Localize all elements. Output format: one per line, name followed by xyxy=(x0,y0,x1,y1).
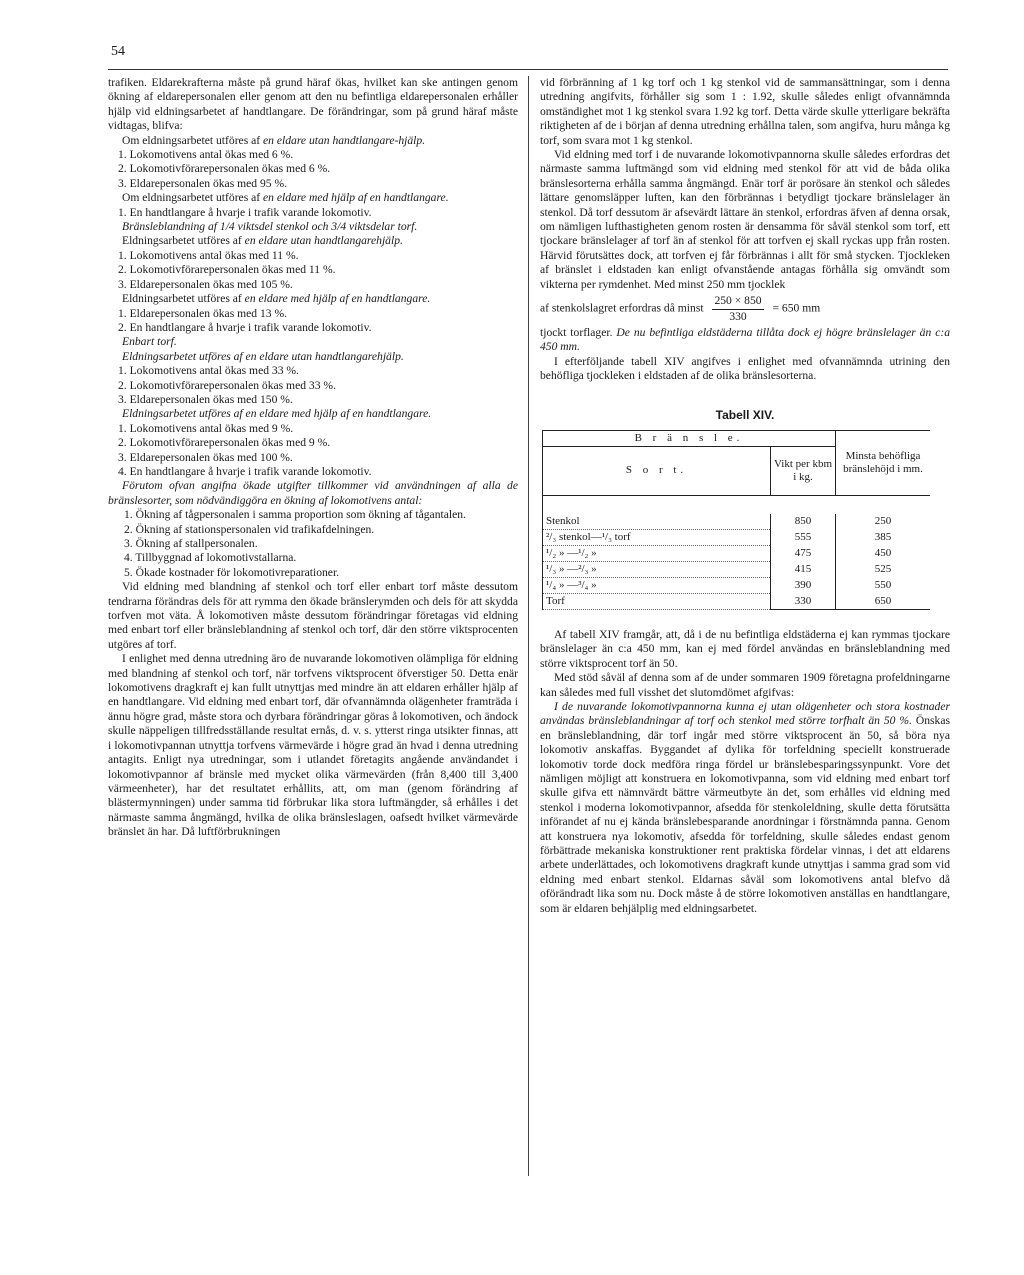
column-divider xyxy=(528,76,529,1176)
grate-paragraph: Vid eldning med torf i de nuvarande lokomotivpannorna skulle således erfordras det närmaste samma luftmängd som vid eldning med stenkol för att vid de båda olika bränslesorterna erhålla samma ångmängd. Enär torf är porösare än stenkol och således lättare genomsläpper luften, kan den förbrännas i betydligt tjockare bränslelager än stenkol. Då torf dessutom är afsevärdt lättare än stenkol, erfordras äfven af denna orsak, om nämligen lufthastigheten genom rosten är densamma för såväl stenkol som torf, ett tjockare bränslelager af torf än af stenkol för att torfven ej skall ryckas upp från rosten. Härvid förutsättes dock, att torfven ej får förbrännas i allt för små stycken. Tjockleken af bränslet i eldstaden kan enligt ofvanstående antagas förhålla sig omvändt som vikterna per rymdenhet. Med minst 250 mm tjocklek xyxy=(540,148,950,291)
intro-paragraph: trafiken. Eldarekrafterna måste på grund häraf ökas, hvilket kan ske antingen genom ökning af eldarepersonalen eller genom att den nu befintliga eldarepersonalen erhåller hjälp vid eldningsarbetet af handtlangare. De förändringar, som på grund häraf måste vidtagas, blifva: xyxy=(108,76,518,133)
final-paragraph: I de nuvarande lokomotivpannorna kunna ej utan olägenheter och stora kostnader användas bränsleblandningar af torf och stenkol med större torfhalt än 50 %. Önskas en bränsleblandning, där torf ingår med större viktsprocent än 50, så böra nya lokomotiv anskaffas. Byggandet af dylika för torfeldning speciellt konstruerade lokomotiv torde dock medföra ringa fördel ur bränslebesparingssynpunkt. Vore det nämligen möjligt att konstruera en lokomotivpanna, som vid eldning med enbart torf skulle gifva ett nämnvärdt bättre värmeutbyte än det, som erhålles vid eldning med stenkol i moderna lokomotivpannor, afsedda för stenkoleldning, skulle detta förutsätta införandet af nu ej kända bränslebesparande anordningar i förstnämnda panna. Genom att konstruera nya lokomotiv, afsedda för torfeldning, skulle således endast genom förbättrade mekaniska konstruktioner rent praktiska fördelar vinnas, i det att eldarens arbete underlättades, och lokomotivens dragkraft kunde utnyttjas i samma grad som vid eldning med enbart stenkol. Eldarnas såväl som lokomotivens antal blefvo då oförändradt lika som nu. Dock måste å de större lokomotiven anställas en handtlangare, som är eldaren behjälplig med eldningsarbetet. xyxy=(540,699,950,915)
list-item: 3. Eldarepersonalen ökas med 105 %. xyxy=(118,277,293,291)
formula-fraction: $\frac{250 \times 850}{330}$ xyxy=(714,294,762,323)
list-item: 4. Tillbyggnad af lokomotivstallarna. xyxy=(124,551,297,565)
case4-heading: Eldningsarbetet utföres af en eldare med hjälp af en handtlangare. xyxy=(122,292,431,306)
list-item: 1. Lokomotivens antal ökas med 33 %. xyxy=(118,364,299,378)
conclusion-paragraph: I enlighet med denna utredning äro de nuvarande lokomotiven olämpliga för eldning med blandning af stenkol och torf, när torfvens viktsprocent öfverstiger 50. Detta enär lokomotivens dragkraft ej kan fullt utnyttjas med mindre än att eldaren erhåller hjälp af en handtlangare. Vid eldning med enbart torf, där ofvannämnda olägenheter framträda i ännu högre grad, måste stora och dyrbara förändringar göras å lokomotiven, och ändock skulle näppeligen tillfredsställande resultat ernås, d. v. s. ytterst ringa utsikter finnas, att i lokomotivpannan utnyttja torfvens värmevärde i högre grad än hvad i denna utredning antagits. Enligt nya utredningar, som i utlandet företagits angående användandet i lokomotivpannor af bränsle med mycket olika värmevärden (från 8,400 till 3,400 värmeenheter), har det resultatet erhållits, att, om man (genom förändring af blästermynningen) under samma tid förbrukar lika stora luftmängder, så erhålles i det närmaste samma ångmängd, hvilka de olika bränsleslagen, oafsedt hvilket värmevärde bränslet än har. Då luftförbrukningen xyxy=(108,652,518,839)
case2-heading: Om eldningsarbetet utföres af en eldare med hjälp af en handtlangare. xyxy=(122,191,449,205)
list-item: 2. Lokomotivförarepersonalen ökas med 6 %. xyxy=(118,162,331,176)
page-number: 54 xyxy=(111,44,125,59)
list-item: 2. Lokomotivförarepersonalen ökas med 11 %. xyxy=(118,263,336,277)
table-header-sort: S o r t. xyxy=(543,446,771,495)
torf-heading: Enbart torf. xyxy=(122,335,177,349)
blend-heading: Bränsleblandning af 1/4 viktsdel stenkol och 3/4 viktsdelar torf. xyxy=(122,220,418,234)
header-rule xyxy=(108,69,948,70)
table-row: ¹/₃ » —²/₃ » 415 525 xyxy=(543,561,931,577)
list-item: 2. En handtlangare å hvarje i trafik varande lokomotiv. xyxy=(118,320,372,334)
table-header-vikt: Vikt per kbm i kg. xyxy=(771,446,836,495)
table-header-bransle: B r ä n s l e. xyxy=(543,430,836,446)
summary-intro-paragraph: Med stöd såväl af denna som af de under sommaren 1909 företagna profeldningarne kan således med full visshet det slutomdömet afgifvas: xyxy=(540,671,950,699)
case1-heading: Om eldningsarbetet utföres af en eldare utan handtlangare-hjälp. xyxy=(122,133,426,147)
list-item: 3. Eldarepersonalen ökas med 150 %. xyxy=(118,392,293,406)
table-caption: Tabell XIV. xyxy=(715,407,775,422)
case6-heading: Eldningsarbetet utföres af en eldare med hjälp af en handtlangare. xyxy=(122,407,432,421)
list-item: 5. Ökade kostnader för lokomotivreparationer. xyxy=(124,565,340,579)
list-item: 3. Eldarepersonalen ökas med 95 %. xyxy=(118,176,288,190)
continuation-paragraph: vid förbränning af 1 kg torf och 1 kg stenkol vid de sammansättningar, som i denna utredning angifvits, förhåller sig som 1 : 1.92, skulle således enligt ofvannämnda omständighet mot 1 kg stenkol svara 1.92 kg torf. Detta värde skulle ytterligare bekräfta riktigheten af de i början af denna utredning erhållna talen, som angifva, huru många kg torf, som svara mot 1 kg stenkol. xyxy=(540,76,950,147)
table-row: ¹/₂ » —¹/₂ » 475 450 xyxy=(543,545,931,561)
list-item: 1. Ökning af tågpersonalen i samma proportion som ökning af tågantalen. xyxy=(124,508,466,522)
table-row: Stenkol 850 250 xyxy=(543,514,931,530)
table-row: ²/₃ stenkol—¹/₃ torf 555 385 xyxy=(543,529,931,545)
table-row: ¹/₄ » —³/₄ » 390 550 xyxy=(543,577,931,593)
extra-costs-intro: Förutom ofvan angifna ökade utgifter tillkommer vid användningen af alla de bränslesorter, som nödvändiggöra en ökning af lokomotivens antal: xyxy=(108,479,518,507)
after-formula-paragraph: tjockt torflager. De nu befintliga eldstäderna tillåta dock ej högre bränslelager än c:a 450 mm. xyxy=(540,325,950,354)
list-item: 1. Lokomotivens antal ökas med 9 %. xyxy=(118,421,294,435)
list-item: 2. Lokomotivförarepersonalen ökas med 9 %. xyxy=(118,436,331,450)
list-item: 1. Eldarepersonalen ökas med 13 %. xyxy=(118,306,288,320)
list-item: 3. Eldarepersonalen ökas med 100 %. xyxy=(118,450,293,464)
list-item: 4. En handtlangare å hvarje i trafik varande lokomotiv. xyxy=(118,464,372,478)
list-item: 3. Ökning af stallpersonalen. xyxy=(124,537,258,550)
list-item: 1. En handtlangare å hvarje i trafik varande lokomotiv. xyxy=(118,205,372,219)
case3-heading: Eldningsarbetet utföres af en eldare utan handtlangarehjälp. xyxy=(122,234,403,248)
list-item: 1. Lokomotivens antal ökas med 11 %. xyxy=(118,248,299,262)
formula-line: af stenkolslagret erfordras då minst $\frac{250 \times 850}{330}$ = 650 mm xyxy=(540,294,821,323)
blend-paragraph: Vid eldning med blandning af stenkol och torf eller enbart torf måste dessutom tendrarna förändras dels för att rymma den ökade bränslerymden och dels för att skydda torfven mot väta. Å lokomotiven måste dessutom förändringar företagas vid eldning med enbart torf eller bränsleblandning af stenkol och torf, där den större viktsprocenten utgöres af torf. xyxy=(108,580,518,651)
list-item: 1. Lokomotivens antal ökas med 6 %. xyxy=(118,148,294,162)
left-column xyxy=(108,76,518,840)
table-after-paragraph: Af tabell XIV framgår, att, då i de nu befintliga eldstäderna ej kan rymmas tjockare bränslelager än c:a 450 mm, kan ej med fördel användas en bränsleblandning med större viktsprocent torf än 50. xyxy=(540,627,950,670)
table-row: Torf 330 650 xyxy=(543,593,931,609)
table-header-minsta: Minsta behöfliga bränslehöjd i mm. xyxy=(836,430,931,495)
right-column xyxy=(540,76,950,916)
list-item: 2. Ökning af stationspersonalen vid trafikafdelningen. xyxy=(124,522,375,536)
table-intro-paragraph: I efterföljande tabell XIV angifves i enlighet med ofvannämnda utrining den behöfliga tjockleken i eldstaden af de olika bränslesorterna. xyxy=(540,354,950,383)
case5-heading: Eldningsarbetet utföres af en eldare utan handtlangarehjälp. xyxy=(122,349,404,363)
list-item: 2. Lokomotivförarepersonalen ökas med 33 %. xyxy=(118,378,336,392)
fuel-table xyxy=(542,430,930,610)
